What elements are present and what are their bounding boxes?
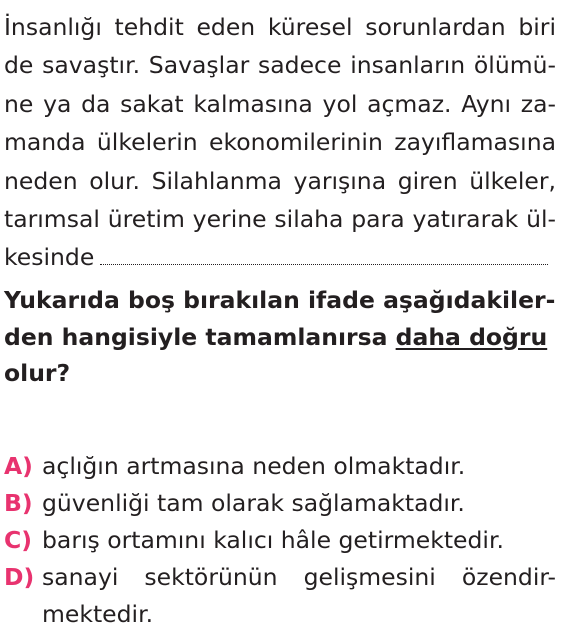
option-letter: B) (4, 489, 33, 517)
question-line: Yukarıda boş bırakılan ifade aşağıdakiler- (4, 286, 556, 314)
fill-in-blank (100, 264, 548, 265)
option-letter: A) (4, 452, 33, 480)
option-d[interactable] (4, 559, 556, 633)
question-stem (4, 282, 556, 392)
option-a[interactable] (4, 448, 556, 485)
option-text: mektedir. (42, 600, 154, 628)
question-text: den hangisiyle tamamlanırsa (4, 322, 396, 351)
question-line: olur? (4, 359, 71, 387)
option-letter: D) (4, 563, 35, 591)
option-b[interactable] (4, 485, 556, 522)
question-passage (4, 8, 556, 277)
option-c[interactable] (4, 522, 556, 559)
option-text: güvenliği tam olarak sağlamaktadır. (42, 489, 465, 517)
passage-line: manda ülkelerin ekonomilerinin zayıflamasına (4, 128, 556, 157)
option-text: sanayi sektörünün gelişmesini özendir- (42, 563, 556, 591)
passage-line: İnsanlığı tehdit eden küresel sorunlardan biri (4, 13, 556, 41)
passage-line: tarımsal üretim yerine silaha para yatırarak ül- (4, 205, 556, 234)
passage-line: ne ya da sakat kalmasına yol açmaz. Aynı za- (4, 89, 556, 118)
answer-options (4, 448, 556, 633)
option-text-wrap (42, 559, 556, 633)
emphasized-phrase: daha doğru (395, 322, 548, 351)
passage-line: de savaştır. Savaşlar sadece insanların ölümü- (4, 51, 556, 80)
option-text: açlığın artmasına neden olmaktadır. (42, 452, 466, 480)
passage-line: kesinde (4, 243, 95, 272)
option-letter: C) (4, 526, 32, 554)
question-line (4, 319, 556, 356)
passage-line: neden olur. Silahlanma yarışına giren ülkeler, (4, 166, 556, 195)
option-text: barış ortamını kalıcı hâle getirmektedir. (42, 526, 504, 554)
passage-last-line (4, 238, 556, 276)
